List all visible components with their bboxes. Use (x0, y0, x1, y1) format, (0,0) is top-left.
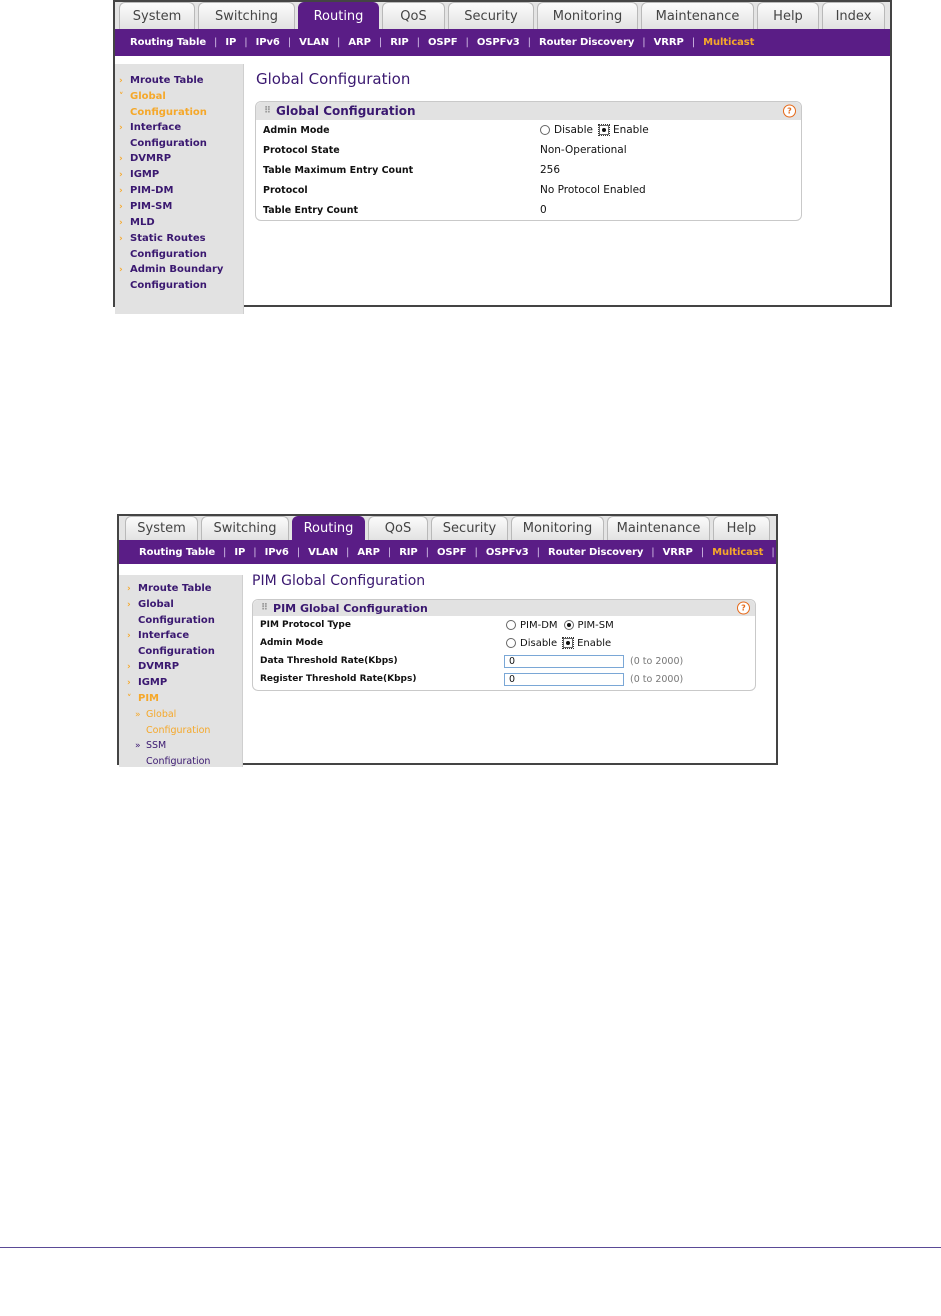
chevron-right-icon: › (119, 76, 123, 86)
sidebar-item-mroute-table[interactable]: › Mroute Table (119, 73, 243, 89)
row-table-entry-count (256, 200, 801, 220)
sidebar-item-interface-configuration[interactable]: › Interface Configuration (127, 630, 215, 657)
subnav-vrrp[interactable]: VRRP (662, 546, 693, 558)
panel-header (253, 600, 755, 616)
sidebar-item-dvmrp[interactable]: › DVMRP (127, 659, 242, 675)
radio-label-disable: Disable (554, 124, 593, 136)
panel-header (256, 102, 801, 120)
double-chevron-right-icon: » (135, 741, 141, 751)
sidebar-item-mld[interactable]: › MLD (119, 215, 243, 231)
register-threshold-rate-control (504, 673, 683, 686)
subnav-router-discovery[interactable]: Router Discovery (547, 546, 644, 558)
admin-mode-radio-group (540, 124, 649, 136)
subnav-ipv6-multicast[interactable]: IPv6 Multicast (782, 546, 862, 558)
double-chevron-right-icon: » (135, 710, 141, 720)
subnav-ipv6[interactable]: IPv6 (264, 546, 289, 558)
row-register-threshold-rate (253, 670, 755, 688)
help-icon[interactable]: ? (737, 602, 750, 615)
field-label: Table Maximum Entry Count (263, 164, 414, 176)
protocol-state-value: Non-Operational (540, 144, 627, 156)
subnav-ipv6[interactable]: IPv6 (255, 37, 280, 48)
tab-maintenance[interactable]: Maintenance (607, 516, 710, 540)
subnav-vlan[interactable]: VLAN (308, 546, 338, 558)
sidebar-item-pim[interactable]: ˅ PIM (127, 691, 242, 707)
chevron-right-icon: › (119, 186, 123, 196)
chevron-right-icon: › (119, 234, 123, 244)
tab-maintenance[interactable]: Maintenance (641, 2, 754, 29)
radio-label-pim-sm: PIM-SM (577, 619, 614, 631)
sidebar-subitem-ssm-configuration[interactable]: » SSM Configuration (135, 740, 211, 767)
subnav-arp[interactable]: ARP (348, 37, 371, 48)
chevron-right-icon: › (119, 265, 123, 275)
tab-system[interactable]: System (119, 2, 195, 29)
data-threshold-rate-control (504, 655, 683, 668)
sidebar-nav (115, 64, 244, 314)
tab-routing[interactable]: Routing (292, 516, 365, 540)
radio-pim-sm[interactable] (564, 620, 574, 630)
page-title: PIM Global Configuration (252, 573, 426, 589)
tab-help[interactable]: Help (713, 516, 770, 540)
chevron-right-icon: › (119, 218, 123, 228)
radio-enable[interactable] (563, 638, 573, 648)
tab-switching[interactable]: Switching (198, 2, 295, 29)
subnav-rip[interactable]: RIP (390, 37, 409, 48)
radio-enable[interactable] (599, 125, 609, 135)
sidebar-item-pim-dm[interactable]: › PIM-DM (119, 183, 243, 199)
range-hint: (0 to 2000) (630, 655, 684, 667)
row-data-threshold-rate (253, 652, 755, 670)
main-tab-bar (115, 2, 890, 29)
subnav-routing-table[interactable]: Routing Table (139, 546, 216, 558)
field-label: Table Entry Count (263, 204, 359, 216)
tab-index[interactable]: Index (822, 2, 885, 29)
tab-switching[interactable]: Switching (201, 516, 289, 540)
data-threshold-rate-input[interactable]: 0 (504, 655, 624, 668)
panel-title: Global Configuration (276, 104, 416, 118)
chevron-right-icon: › (127, 631, 131, 641)
sidebar-item-admin-boundary-configuration[interactable]: › Admin Boundary Configuration (119, 264, 224, 291)
field-label: Admin Mode (263, 124, 330, 136)
sidebar-item-dvmrp[interactable]: › DVMRP (119, 151, 243, 167)
protocol-value: No Protocol Enabled (540, 184, 646, 196)
radio-label-enable: Enable (577, 637, 612, 649)
sidebar-item-interface-configuration[interactable]: › Interface Configuration (119, 122, 207, 149)
sidebar-item-igmp[interactable]: › IGMP (119, 167, 243, 183)
subnav-ospfv3[interactable]: OSPFv3 (485, 546, 529, 558)
sidebar-nav (119, 575, 243, 767)
pim-global-configuration-panel (252, 599, 756, 691)
field-label: Register Threshold Rate(Kbps) (260, 674, 417, 684)
pim-protocol-type-radio-group (506, 620, 614, 631)
field-label: Admin Mode (260, 638, 324, 648)
chevron-right-icon: › (127, 662, 131, 672)
sidebar-item-global-configuration[interactable]: › Global Configuration (127, 599, 215, 626)
subnav-multicast[interactable]: Multicast (703, 37, 755, 48)
tab-qos[interactable]: QoS (382, 2, 445, 29)
field-label: Data Threshold Rate(Kbps) (260, 656, 398, 666)
chevron-right-icon: › (119, 154, 123, 164)
subnav-ospfv3[interactable]: OSPFv3 (476, 37, 520, 48)
subnav-arp[interactable]: ARP (357, 546, 380, 558)
subnav-ip[interactable]: IP (225, 37, 237, 48)
admin-mode-radio-group (506, 638, 611, 649)
tab-security[interactable]: Security (448, 2, 534, 29)
table-max-entry-count-value: 256 (540, 164, 561, 176)
tab-monitoring[interactable]: Monitoring (511, 516, 604, 540)
routing-sub-nav: Routing Table | IP | IPv6 | VLAN | ARP | RIP | OSPF | OSPFv3 | Router Discovery | VRRP | Multicast | IPv6 Multicast (119, 540, 776, 564)
chevron-right-icon: › (127, 678, 131, 688)
radio-pim-dm[interactable] (506, 620, 516, 630)
sidebar-subitem-pim-global-configuration[interactable]: » Global Configuration (135, 709, 211, 736)
help-icon[interactable]: ? (783, 105, 796, 118)
field-label: Protocol (263, 184, 308, 196)
chevron-down-icon: ˅ (127, 694, 132, 704)
sidebar-item-mroute-table[interactable]: › Mroute Table (127, 581, 242, 597)
footer-rule (0, 1247, 941, 1248)
routing-sub-nav: Routing Table | IP | IPv6 | VLAN | ARP | RIP | OSPF | OSPFv3 | Router Discovery | VRRP | Multicast (115, 29, 890, 56)
row-admin-mode (253, 634, 755, 652)
sidebar-item-pim-sm[interactable]: › PIM-SM (119, 199, 243, 215)
page-title: Global Configuration (256, 70, 411, 88)
row-table-max-entry-count (256, 160, 801, 180)
tab-help[interactable]: Help (757, 2, 819, 29)
chevron-right-icon: › (119, 123, 123, 133)
screenshot-pim-global-configuration (117, 514, 862, 767)
radio-disable[interactable] (506, 638, 516, 648)
tab-system[interactable]: System (125, 516, 198, 540)
row-admin-mode (256, 120, 801, 140)
sidebar-item-static-routes-configuration[interactable]: › Static Routes Configuration (119, 233, 207, 260)
chevron-right-icon: › (127, 600, 131, 610)
tab-monitoring[interactable]: Monitoring (537, 2, 638, 29)
subnav-rip[interactable]: RIP (399, 546, 418, 558)
radio-label-enable: Enable (612, 124, 649, 136)
chevron-right-icon: › (119, 170, 123, 180)
radio-label-disable: Disable (520, 637, 558, 649)
chevron-down-icon: ˅ (119, 92, 124, 102)
subnav-ip[interactable]: IP (234, 546, 246, 558)
row-protocol-state (256, 140, 801, 160)
subnav-vlan[interactable]: VLAN (299, 37, 329, 48)
tab-routing[interactable]: Routing (298, 2, 379, 29)
screenshot-global-configuration (113, 0, 892, 307)
subnav-routing-table[interactable]: Routing Table (130, 37, 207, 48)
global-configuration-panel (255, 101, 802, 221)
row-protocol (256, 180, 801, 200)
radio-label-pim-dm: PIM-DM (520, 619, 558, 631)
subnav-router-discovery[interactable]: Router Discovery (538, 37, 635, 48)
main-content (256, 70, 410, 88)
range-hint: (0 to 2000) (630, 673, 684, 685)
subnav-vrrp[interactable]: VRRP (653, 37, 684, 48)
chevron-right-icon: › (127, 584, 131, 594)
row-pim-protocol-type (253, 616, 755, 634)
subnav-multicast[interactable]: Multicast (712, 546, 764, 558)
grip-icon: ⠿ (264, 106, 271, 116)
sidebar-item-igmp[interactable]: › IGMP (127, 675, 242, 691)
grip-icon: ⠿ (261, 603, 268, 613)
register-threshold-rate-input[interactable]: 0 (504, 673, 624, 686)
subnav-ospf[interactable]: OSPF (428, 37, 458, 48)
chevron-right-icon: › (119, 202, 123, 212)
subnav-ospf[interactable]: OSPF (437, 546, 467, 558)
tab-security[interactable]: Security (431, 516, 508, 540)
radio-disable[interactable] (540, 125, 550, 135)
field-label: PIM Protocol Type (260, 620, 351, 630)
main-content (252, 573, 425, 589)
table-entry-count-value: 0 (540, 204, 547, 216)
sidebar-item-global-configuration[interactable]: ˅ Global Configuration (119, 91, 207, 118)
tab-qos[interactable]: QoS (368, 516, 428, 540)
main-tab-bar (119, 516, 776, 540)
field-label: Protocol State (263, 144, 340, 156)
panel-title: PIM Global Configuration (273, 601, 428, 615)
